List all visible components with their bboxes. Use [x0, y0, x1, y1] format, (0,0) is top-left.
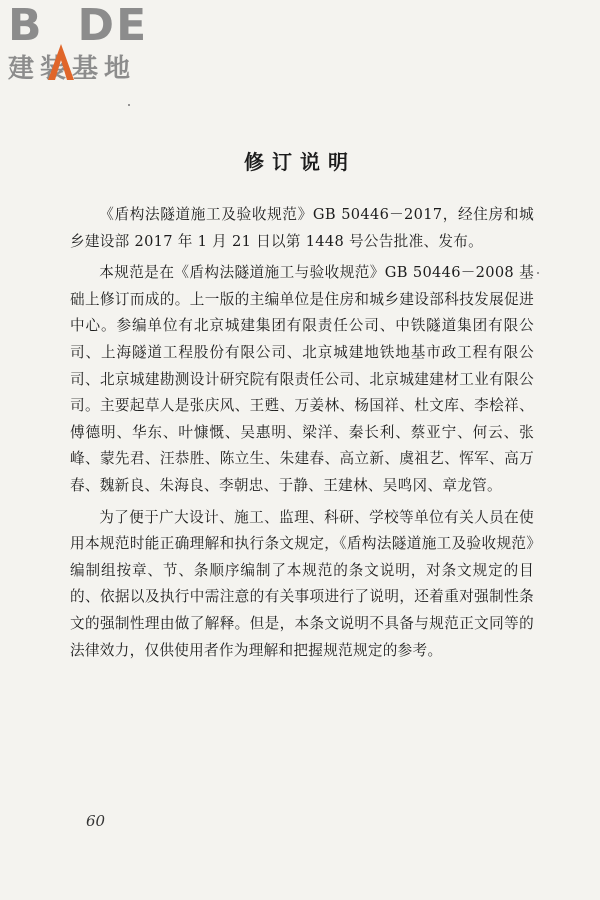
page-number: 60 — [86, 812, 106, 830]
paragraph-purpose: 为了便于广大设计、施工、监理、科研、学校等单位有关人员在使用本规范时能正确理解和执行条文规定，《盾构法隧道施工及验收规范》编制组按章、节、条顺序编制了本规范的条文说明，对条文规定的目的、依据以及执行中需注意的有关事项进行了说明，还着重对强制性条文的强制性理由做了解释。但是，本条文说明不具备与规范正文同等的法律效力，仅供使用者作为理解和把握规范规定的参考。 — [70, 508, 534, 659]
logo-brand — [8, 2, 178, 50]
bade-logo — [8, 2, 178, 90]
logo-subtitle: 建装基地 — [8, 54, 137, 84]
document-body — [70, 202, 534, 669]
paragraph-history: 本规范是在《盾构法隧道施工与验收规范》GB 50446－2008 基础上修订而成的。上一版的主编单位是住房和城乡建设部科技发展促进中心。参编单位有北京城建集团有限责任公司、中铁隧道集团有限公司、上海隧道工程股份有限公司、北京城建地铁地基市政工程有限公司、北京城建勘测设计研究院有限责任公司、北京城建建材工业有限公司。主要起草人是张庆风、王甦、万姜林、杨国祥、杜文库、李桧祥、傅德明、华东、叶慷慨、吴惠明、梁洋、秦长利、蔡亚宁、何云、张峰、蒙先君、汪恭胜、陈立生、朱建春、高立新、虞祖艺、恽军、高万春、魏新良、朱海良、李朝忠、于静、王建林、吴鸣冈、章龙管。 — [70, 264, 534, 494]
logo-letter-b: B — [8, 0, 44, 51]
page-title: 修订说明 — [244, 150, 356, 174]
logo-letters-de: DE — [77, 0, 149, 51]
paragraph-approval: 《盾构法隧道施工及验收规范》GB 50446－2017，经住房和城乡建设部 2017 年 1 月 21 日以第 1448 号公告批准、发布。 — [70, 206, 534, 250]
logo-a-accent-icon — [48, 44, 74, 80]
scan-speck — [537, 272, 539, 274]
scan-speck — [128, 104, 130, 106]
